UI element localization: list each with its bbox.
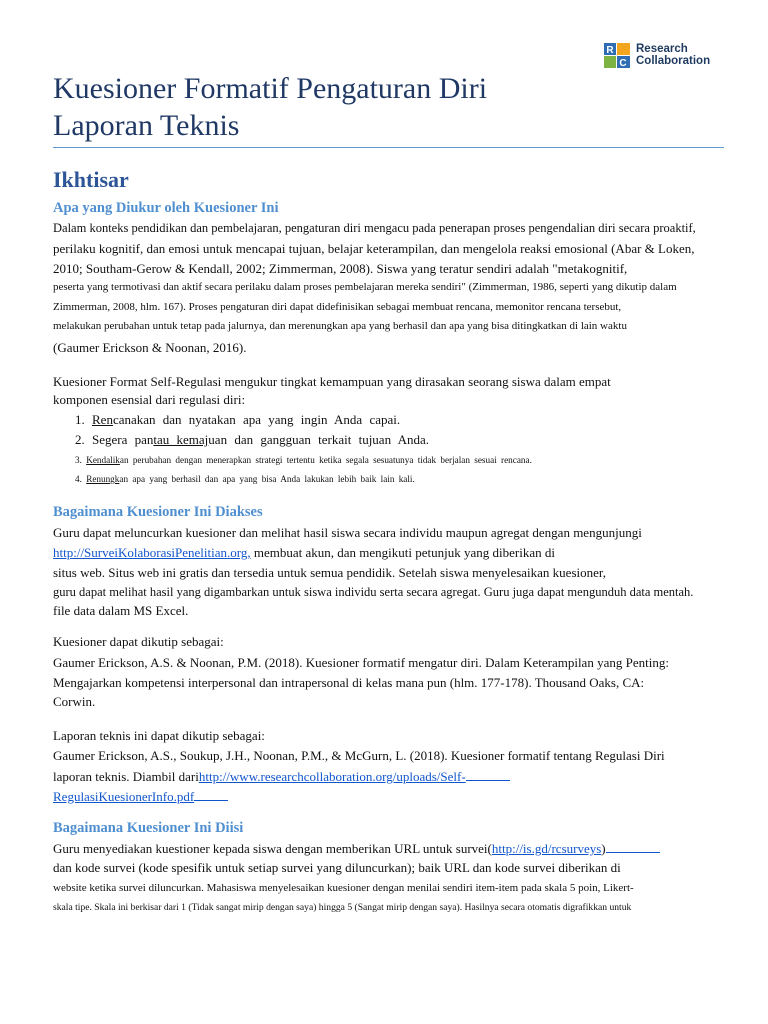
list-underlined-text: Kendalik [86,455,120,465]
paragraph-line: file data dalam MS Excel. [53,603,189,618]
list-underlined-text: Renungk [86,474,120,484]
section-heading-ikhtisar: Ikhtisar [53,167,129,192]
list-text: uan dan gangguan terkait tujuan Anda. [208,432,430,447]
svg-text:R: R [606,45,614,56]
paragraph-line: komponen esensial dari regulasi diri: [53,392,246,407]
logo-mark-icon [603,42,631,69]
paragraph-line: dan kode survei (kode spesifik untuk setiap survei yang diluncurkan); baik URL dan kode survei diberikan di [53,860,621,875]
paragraph-line: Dalam konteks pendidikan dan pembelajaran, pengaturan diri mengacu pada penerapan proses pengendalian diri secara proaktif, [53,221,696,235]
paragraph-line: guru dapat melihat hasil yang digambarkan untuk siswa individu serta secara agregat. Guru juga dapat mengunduh data mentah. [53,585,694,599]
citation-line [53,788,228,805]
paragraph-line: (Gaumer Erickson & Noonan, 2016). [53,340,247,355]
subheading-how-filled: Bagaimana Kuesioner Ini Diisi [53,820,244,836]
list-text: an apa yang berhasil dan apa yang bisa Anda lakukan lebih baik lain kali. [119,474,415,484]
title-line2: Laporan Teknis [53,109,240,142]
survey-short-link[interactable]: http://is.gd/rcsurveys [491,841,602,856]
research-collaboration-logo [603,42,743,70]
title-divider [53,147,724,148]
link-underline-trail [466,768,510,781]
paragraph-line: website ketika survei diluncurkan. Mahasiswa menyelesaikan kuesioner dengan menilai sendiri item-item pada skala 5 poin, Likert- [53,882,634,894]
list-underlined-text: Ren [92,412,113,427]
paragraph-text: Guru menyediakan kuestioner kepada siswa dengan memberikan URL untuk survei( [53,841,492,856]
citation-line: Gaumer Erickson, A.S. & Noonan, P.M. (2018). Kuesioner formatif mengatur diri. Dalam Keterampilan yang Penting: [53,655,669,670]
citation-text: laporan teknis. Diambil dari [53,769,199,784]
paragraph-line: skala tipe. Skala ini berkisar dari 1 (Tidak sangat mirip dengan saya) hingga 5 (Sangat mirip dengan saya). Hasilnya secara otomatis digrafikkan untuk [53,902,632,913]
link-underline-trail [194,788,228,801]
paragraph-line: Guru dapat meluncurkan kuesioner dan melihat hasil siswa secara individu maupun agregat dengan mengunjungi [53,525,642,540]
citation-line: Corwin. [53,694,96,709]
paragraph-line: melakukan perubahan untuk tetap pada jalurnya, dan merenungkan apa yang berhasil dan apa yang bisa ditingkatkan di lain waktu [53,320,627,332]
document-title [53,70,487,144]
logo-line1: Research [636,43,688,55]
list-underlined-text: tau kemaj [153,432,209,447]
paragraph-line: 2010; Southam-Gerow & Kendall, 2002; Zimmerman, 2008). Siswa yang teratur sendiri adalah "metakognitif, [53,261,628,276]
list-text: an perubahan dengan menerapkan strategi tertentu ketika segala sesuatunya tidak berjalan sesuai rencana. [119,455,532,465]
list-number: 3. [75,455,82,465]
list-item [75,471,415,487]
subheading-how-accessed: Bagaimana Kuesioner Ini Diakses [53,504,263,520]
list-item [75,452,532,468]
paragraph-line: peserta yang termotivasi dan aktif secara perilaku dalam proses pembelajaran mereka sendiri" (Zimmerman, 1986, seperti yang dikutip dalam [53,281,677,293]
list-item [75,432,429,448]
logo-line2: Collaboration [636,55,711,67]
link-underline-trail [606,840,660,853]
citation-line: Mengajarkan kompetensi interpersonal dan intrapersonal di kelas mana pun (hlm. 177-178). Thousand Oaks, CA: [53,675,645,690]
list-text: canakan dan nyatakan apa yang ingin Anda capai. [112,412,401,427]
report-pdf-link[interactable]: http://www.researchcollaboration.org/uploads/Self- [198,769,466,784]
subheading-what-measured: Apa yang Diukur oleh Kuesioner Ini [53,200,279,216]
paragraph-line [53,545,555,561]
list-number: 2. [75,432,85,447]
citation-line [53,768,510,785]
svg-text:C: C [619,58,627,69]
title-line1: Kuesioner Formatif Pengaturan Diri [53,72,488,105]
paragraph-line [53,840,660,857]
citation-label: Kuesioner dapat dikutip sebagai: [53,634,224,649]
list-text: Segera pan [92,432,154,447]
list-item [75,412,400,428]
paragraph-line: situs web. Situs web ini gratis dan tersedia untuk semua pendidik. Setelah siswa menyelesaikan kuesioner, [53,565,606,580]
list-number: 1. [75,412,85,427]
paragraph-line: perilaku kognitif, dan emosi untuk mencapai tujuan, belajar keterampilan, dan mengelola reaksi emosional (Abar & Loken, [53,241,695,256]
report-pdf-link-continued[interactable]: RegulasiKuesionerInfo.pdf [53,789,195,804]
paragraph-text: ) [601,841,606,856]
citation-label: Laporan teknis ini dapat dikutip sebagai: [53,728,265,743]
paragraph-line: Zimmerman, 2008, hlm. 167). Proses pengaturan diri dapat didefinisikan sebagai membuat rencana, memonitor rencana tersebut, [53,301,622,313]
list-number: 4. [75,474,82,484]
paragraph-line: Kuesioner Format Self-Regulasi mengukur tingkat kemampuan yang dirasakan seorang siswa dalam empat [53,374,611,389]
citation-line: Gaumer Erickson, A.S., Soukup, J.H., Noonan, P.M., & McGurn, L. (2018). Kuesioner formatif tentang Regulasi Diri [53,748,665,763]
survey-site-link[interactable]: http://SurveiKolaborasiPenelitian.org, [53,545,251,560]
paragraph-text: membuat akun, dan mengikuti petunjuk yang diberikan di [250,545,555,560]
